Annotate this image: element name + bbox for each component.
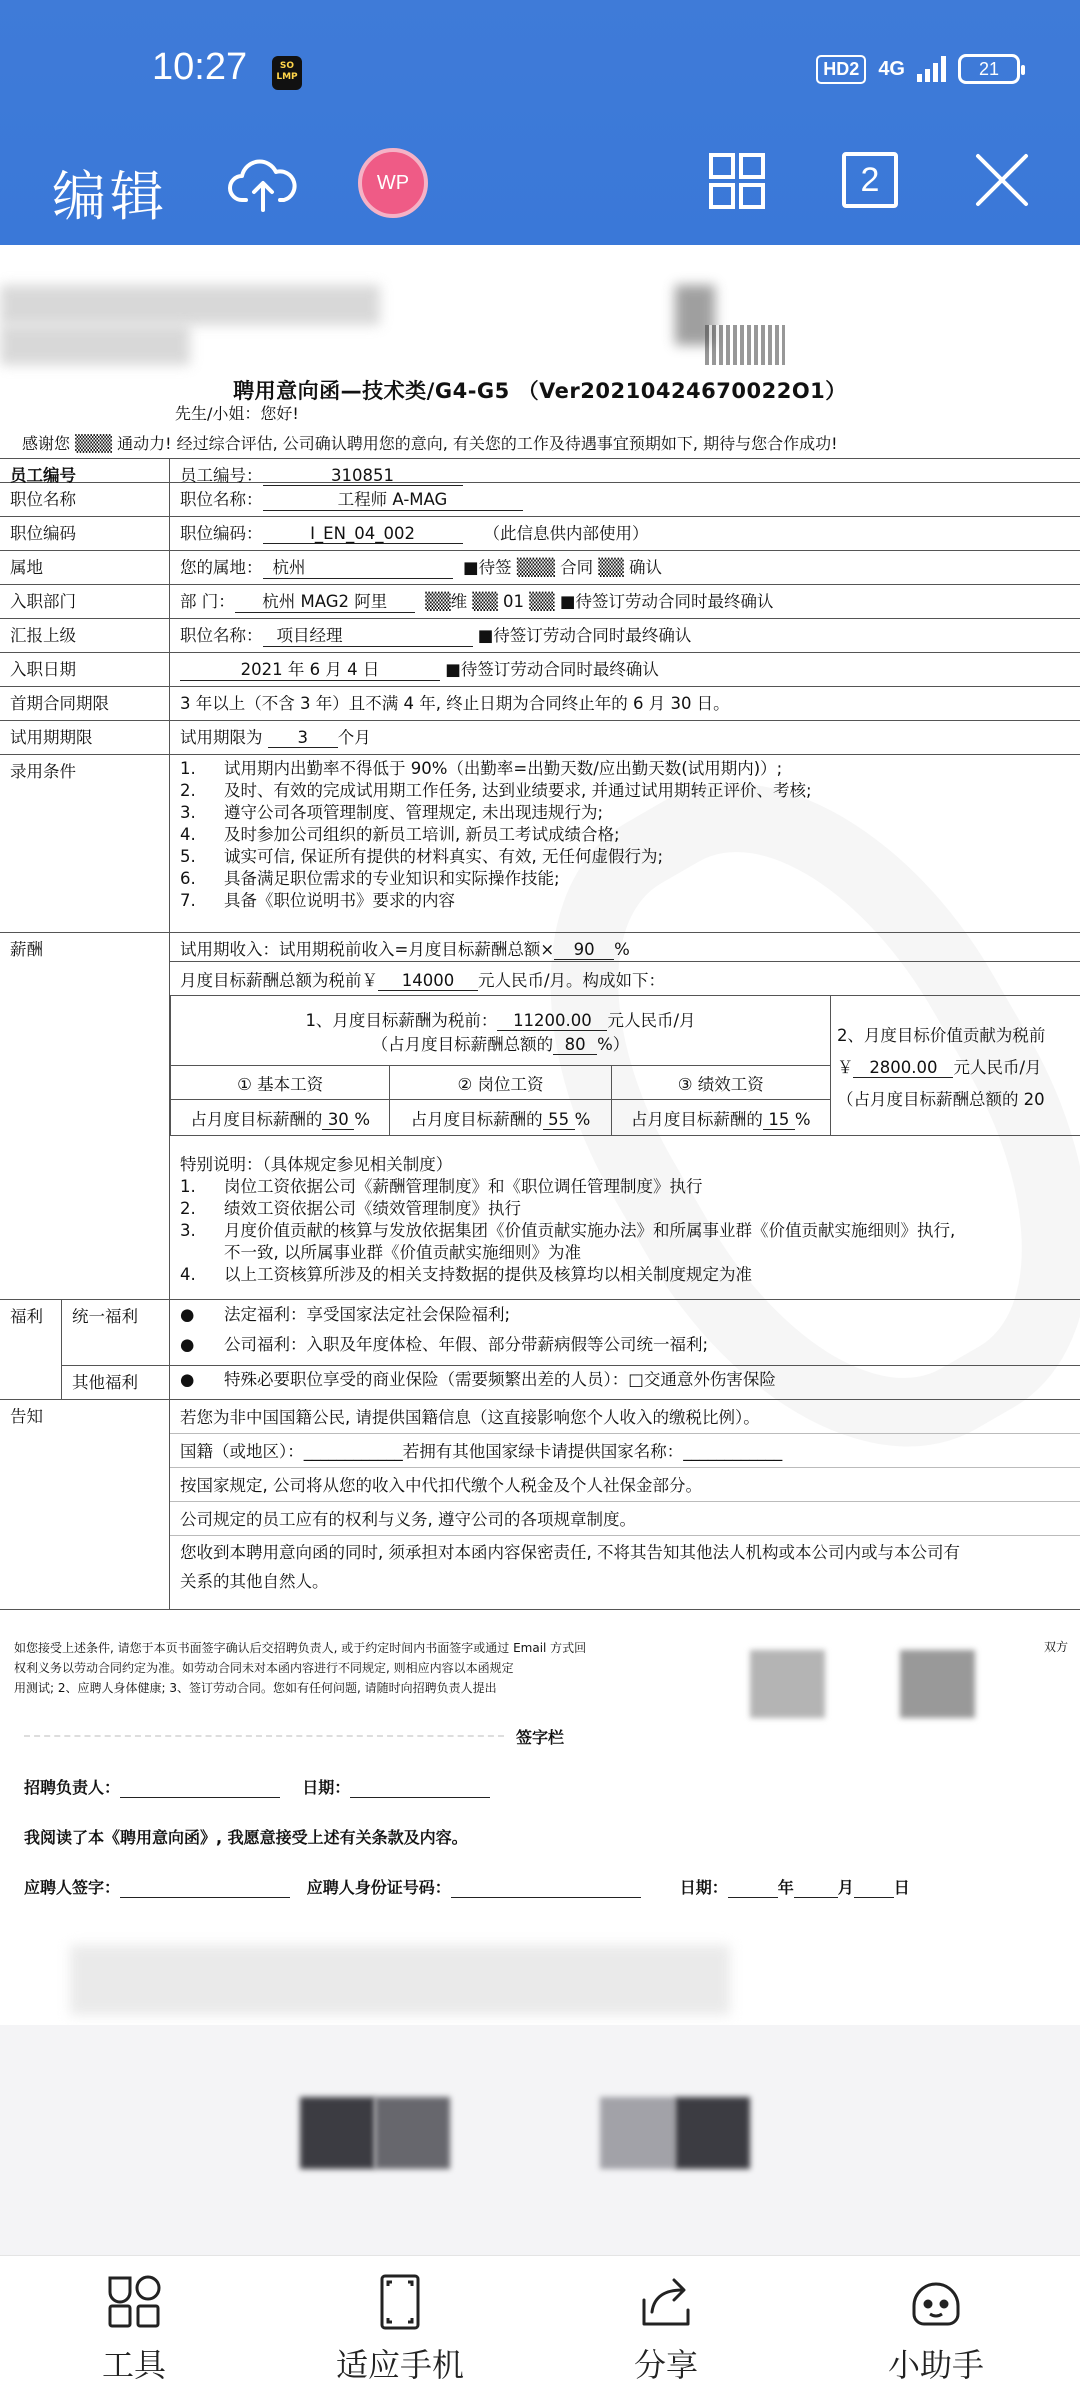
position-code: I_EN_04_002: [263, 524, 463, 544]
row-label: 告知: [0, 1400, 170, 1609]
row-label: 入职日期: [0, 653, 170, 686]
row-note: ■待签 ▒▒▒ 合同 ▒▒ 确认: [463, 558, 663, 577]
battery-icon: 21: [958, 54, 1020, 84]
row-text: 您的属地：: [180, 558, 263, 577]
table-row: [0, 459, 1080, 483]
welfare-detail: [62, 1300, 1080, 1399]
divider: [170, 961, 1080, 962]
signal-icon: [917, 56, 946, 82]
row-label: 入职部门: [0, 585, 170, 618]
redacted-area: [0, 285, 380, 325]
list-item: 6. 具备满足职位需求的专业知识和实际操作技能;: [180, 869, 560, 888]
nav-tools[interactable]: [44, 2272, 224, 2386]
employee-id: 310851: [263, 466, 463, 486]
status-time: 10:27: [152, 46, 248, 88]
nav-label: 分享: [633, 2346, 698, 2384]
top-bar: [0, 0, 1080, 245]
row-label: 属地: [0, 551, 170, 584]
contract-term: 3 年以上（不含 3 年）且不满 4 年, 终止日期为合同终止年的 6 月 30 日。: [180, 694, 730, 713]
work-location: 杭州: [263, 554, 453, 579]
notice-line: 公司规定的员工应有的权利与义务, 遵守公司的各项规章制度。: [170, 1502, 1080, 1536]
list-item: ● 特殊必要职位享受的商业保险（需要频繁出差的人员）：□交通意外伤害保险: [180, 1370, 776, 1389]
bottom-navigation: [0, 2255, 1080, 2400]
row-label: 薪酬: [0, 933, 170, 1299]
row-text: 职位名称：: [180, 626, 263, 645]
network-indicator: 4G: [878, 57, 905, 80]
edit-button[interactable]: 编辑: [52, 165, 168, 228]
assistant-icon: [906, 2272, 966, 2332]
row-label: 员工编号: [0, 459, 170, 482]
fine-print-right: 双方: [1043, 1640, 1068, 1654]
value-contribution-cell: 2、月度目标价值贡献为税前 ￥ 2800.00 元人民币/月 （占月度目标薪酬总额的 20: [830, 996, 1080, 1136]
status-bar: [0, 0, 1080, 110]
conditions-list: [170, 755, 818, 932]
component-ratio: 占月度目标薪酬的 15 %: [611, 1100, 830, 1136]
nav-assistant[interactable]: [846, 2272, 1026, 2386]
row-value: [170, 653, 665, 686]
redacted-area: [0, 325, 190, 365]
component-ratio: 占月度目标薪酬的 30 %: [171, 1100, 390, 1136]
row-label: 录用条件: [0, 755, 170, 932]
component-name: ③ 绩效工资: [611, 1066, 830, 1100]
redacted-area: [600, 2097, 675, 2169]
row-text: 部 门：: [180, 592, 235, 611]
redacted-area: [900, 1650, 975, 1718]
department: 杭州 MAG2 阿里: [235, 588, 415, 613]
notes-title: 特别说明：（具体规定参见相关制度）: [180, 1155, 453, 1174]
row-note: （此信息供内部使用）: [483, 524, 649, 543]
nav-label: 小助手: [887, 2346, 984, 2384]
welfare-list: [170, 1300, 714, 1365]
row-text: 职位名称：: [180, 490, 263, 509]
hd-indicator: HD2: [816, 55, 866, 84]
list-item: ● 公司福利：入职及年度体检、年假、部分带薪病假等公司统一福利;: [180, 1335, 709, 1354]
row-note: 个月: [337, 728, 371, 747]
list-item: 1. 试用期内出勤率不得低于 90%（出勤率=出勤天数/应出勤天数(试用期内)）;: [180, 759, 783, 778]
component-ratio: 占月度目标薪酬的 55 %: [390, 1100, 611, 1136]
component-name: ② 岗位工资: [390, 1066, 611, 1100]
list-item: 2. 及时、有效的完成试用期工作任务, 达到业绩要求, 并通过试用期转正评价、考核;: [180, 781, 812, 800]
signature-heading: 签字栏: [515, 1728, 564, 1747]
redacted-area: [70, 1945, 730, 2015]
supervisor: 项目经理: [263, 622, 473, 647]
list-item: 3. 月度价值贡献的核算与发放依据集团《价值贡献实施办法》和所属事业群《价值贡献实施细则》执行,: [180, 1221, 956, 1240]
list-item: 4. 及时参加公司组织的新员工培训, 新员工考试成绩合格;: [180, 825, 620, 844]
page-count-button[interactable]: 2: [842, 152, 898, 208]
document-title: 聘用意向函—技术类/G4-G5 （Ver20210424670022O1）: [233, 379, 847, 403]
row-value: [170, 483, 529, 516]
greeting: 先生/小姐：您好!: [175, 404, 299, 423]
row-label: 汇报上级: [0, 619, 170, 652]
start-date: 2021 年 6 月 4 日: [180, 656, 440, 681]
probation-months: 3: [268, 728, 338, 748]
list-item: 不一致, 以所属事业群《价值贡献实施细则》为准: [224, 1243, 581, 1262]
row-value: [170, 619, 697, 652]
salary-breakdown-table: [170, 995, 1080, 1136]
close-icon[interactable]: [974, 152, 1030, 208]
row-value: [170, 585, 779, 618]
nav-fit-screen[interactable]: [310, 2272, 490, 2386]
document-page[interactable]: [0, 245, 1080, 2025]
applicant-signature: 应聘人签字： 应聘人身份证号码： 日期： 年 月 日: [24, 1878, 910, 1897]
row-label: 首期合同期限: [0, 687, 170, 720]
list-item: 4. 以上工资核算所涉及的相关支持数据的提供及核算均以相关制度规定为准: [180, 1265, 752, 1284]
redacted-area: [375, 2097, 450, 2169]
row-text: 职位编码：: [180, 524, 263, 543]
table-row: [0, 721, 1080, 755]
tools-icon: [104, 2272, 164, 2332]
redacted-area: [675, 2097, 750, 2169]
salary-row: [0, 933, 1080, 1300]
notice-line: 按国家规定, 公司将从您的收入中代扣代缴个人税金及个人社保金部分。: [170, 1468, 1080, 1502]
welfare-row: [0, 1300, 1080, 1400]
notice-detail: [170, 1400, 1080, 1609]
row-note: ■待签订劳动合同时最终确认: [445, 660, 659, 679]
list-item: ● 法定福利：享受国家法定社会保险福利;: [180, 1305, 511, 1324]
table-row: [0, 619, 1080, 653]
wp-avatar-button[interactable]: WP: [358, 148, 428, 218]
app-notification-icon: SO LMP: [272, 56, 302, 90]
welfare-sublabel: 其他福利: [62, 1366, 170, 1399]
acknowledgement: 我阅读了本《聘用意向函》, 我愿意接受上述有关条款及内容。: [24, 1828, 468, 1847]
fine-print: 如您接受上述条件, 请您于本页书面签字确认后交招聘负责人, 或于约定时间内书面签字或通过 Email 方式回 权利义务以劳动合同约定为准。如劳动合同未对本函内容进行不同规定, 则相应内容以本函规定 用测试; 2、应聘人身体健康; 3、签订劳动合同。您如有任何问题, 请随时向招聘负责人提出: [14, 1641, 587, 1695]
offer-table: [0, 458, 1080, 1610]
probation-income: 试用期收入：试用期税前收入=月度目标薪酬总额× 90 %: [180, 940, 630, 959]
row-value: [170, 517, 654, 550]
list-item: 2. 绩效工资依据公司《绩效管理制度》执行: [180, 1199, 521, 1218]
list-item: 3. 遵守公司各项管理制度、管理规定, 未出现违规行为;: [180, 803, 604, 822]
table-row: [0, 483, 1080, 517]
row-value: [170, 459, 469, 485]
hire-conditions-row: [0, 755, 1080, 933]
salary-notes: [170, 1151, 961, 1286]
qr-code-icon: [705, 325, 785, 365]
salary-detail: [170, 933, 1080, 1299]
monthly-target-cell: 1、月度目标薪酬为税前： 11200.00 元人民币/月 （占月度目标薪酬总额的 80 %）: [171, 996, 831, 1066]
row-value: [170, 721, 377, 754]
cloud-upload-icon[interactable]: [228, 154, 298, 214]
row-label: 试用期期限: [0, 721, 170, 754]
grid-view-icon[interactable]: [708, 152, 766, 210]
blurred-background: [0, 2025, 1080, 2255]
row-value: [170, 551, 668, 584]
table-row: [0, 653, 1080, 687]
share-icon: [636, 2272, 696, 2332]
position-name: 工程师 A-MAG: [263, 486, 523, 511]
notice-line: 若您为非中国国籍公民, 请提供国籍信息（这直接影响您个人收入的缴税比例）。: [170, 1400, 1080, 1434]
nav-share[interactable]: [576, 2272, 756, 2386]
welfare-sublabel: 统一福利: [62, 1300, 170, 1365]
intro-text: 感谢您 ▒▒▒ 通动力! 经过综合评估, 公司确认聘用您的意向, 有关您的工作及待遇事宜预期如下, 期待与您合作成功!: [22, 434, 838, 453]
notice-line: 国籍（或地区）：____________若拥有其他国家绿卡请提供国家名称：____________: [170, 1434, 1080, 1468]
row-note: ▒▒维 ▒▒ 01 ▒▒ ■待签订劳动合同时最终确认: [425, 592, 774, 611]
row-label: 福利: [0, 1300, 62, 1399]
nav-label: 适应手机: [335, 2346, 464, 2384]
notice-row: [0, 1400, 1080, 1610]
row-label: 职位名称: [0, 483, 170, 516]
table-row: [0, 517, 1080, 551]
table-row: [0, 687, 1080, 721]
row-text: 试用期限为: [180, 728, 263, 747]
recruiter-signature: 招聘负责人： 日期：: [24, 1775, 490, 1798]
row-text: 员工编号：: [180, 466, 263, 485]
document-toolbar: [0, 130, 1080, 240]
redacted-area: [750, 1650, 825, 1718]
list-item: 5. 诚实可信, 保证所有提供的材料真实、有效, 无任何虚假行为;: [180, 847, 664, 866]
redacted-area: [300, 2097, 375, 2169]
status-indicators: [816, 54, 1020, 84]
notice-line: 您收到本聘用意向函的同时, 须承担对本函内容保密责任, 不将其告知其他法人机构或本公司内或与本公司有: [180, 1543, 960, 1562]
nav-label: 工具: [101, 2346, 166, 2384]
list-item: 1. 岗位工资依据公司《薪酬管理制度》和《职位调任管理制度》执行: [180, 1177, 703, 1196]
table-row: [0, 585, 1080, 619]
row-label: 职位编码: [0, 517, 170, 550]
component-name: ① 基本工资: [171, 1066, 390, 1100]
list-item: 7. 具备《职位说明书》要求的内容: [180, 891, 455, 910]
notice-line: 关系的其他自然人。: [180, 1572, 329, 1591]
fit-screen-icon: [370, 2272, 430, 2332]
total-salary: 月度目标薪酬总额为税前￥ 14000 元人民币/月。构成如下：: [180, 971, 666, 990]
row-note: ■待签订劳动合同时最终确认: [477, 626, 692, 645]
table-row: [0, 551, 1080, 585]
